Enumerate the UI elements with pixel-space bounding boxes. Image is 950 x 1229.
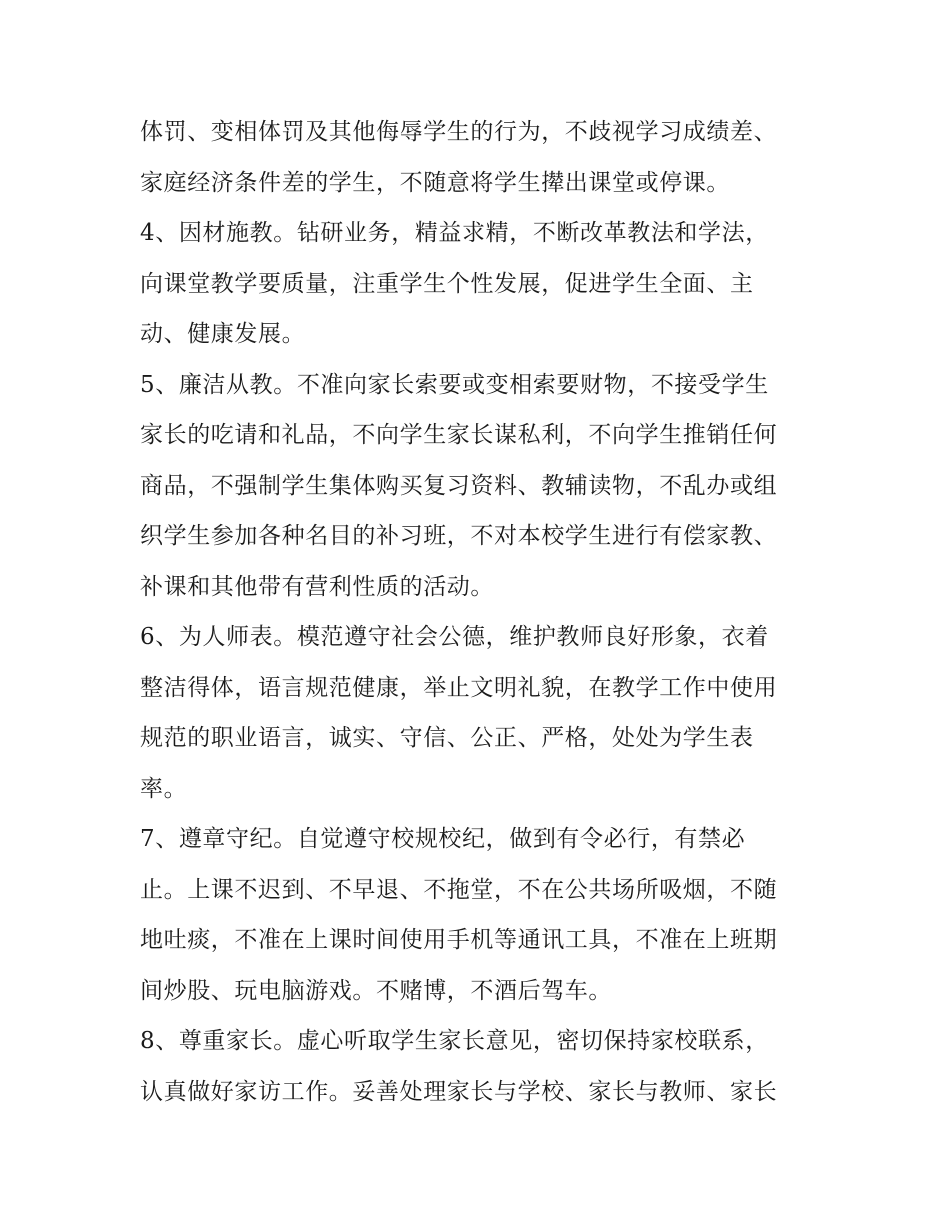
text-line: 8、尊重家长。虚心听取学生家长意见，密切保持家校联系， (140, 1028, 769, 1054)
text-line: 体罚、变相体罚及其他侮辱学生的行为，不歧视学习成绩差、 (140, 119, 778, 145)
text-line: 5、廉洁从教。不准向家长索要或变相索要财物，不接受学生 (140, 371, 769, 398)
text-line: 4、因材施教。钻研业务，精益求精，不断改革教法和学法， (140, 220, 769, 246)
text-line: 补课和其他带有营利性质的活动。 (140, 573, 494, 600)
text-line: 止。上课不迟到、不早退、不拖堂，不在公共场所吸烟，不随 (140, 876, 778, 903)
text-line: 规范的职业语言，诚实、守信、公正、严格，处处为学生表 (140, 725, 754, 751)
text-line: 率。 (140, 775, 188, 802)
text-line: 整洁得体，语言规范健康，举止文明礼貌，在教学工作中使用 (140, 674, 778, 701)
text-line: 家庭经济条件差的学生，不随意将学生撵出课堂或停课。 (140, 169, 730, 196)
text-line: 7、遵章守纪。自觉遵守校规校纪，做到有令必行，有禁必 (140, 826, 746, 852)
text-line: 动、健康发展。 (140, 321, 306, 347)
document-body (140, 107, 830, 1117)
text-line: 间炒股、玩电脑游戏。不赌博，不酒后驾车。 (140, 977, 612, 1004)
text-line: 认真做好家访工作。妥善处理家长与学校、家长与教师、家长 (140, 1078, 778, 1105)
text-line: 家长的吃请和礼品，不向学生家长谋私利，不向学生推销任何 (140, 422, 778, 448)
text-line: 6、为人师表。模范遵守社会公德，维护教师良好形象，衣着 (140, 624, 769, 650)
text-line: 地吐痰，不准在上课时间使用手机等通讯工具，不准在上班期 (140, 927, 778, 953)
text-line: 织学生参加各种名目的补习班，不对本校学生进行有偿家教、 (140, 523, 778, 549)
text-line: 向课堂教学要质量，注重学生个性发展，促进学生全面、主 (140, 270, 754, 297)
text-line: 商品，不强制学生集体购买复习资料、教辅读物，不乱办或组 (140, 472, 778, 499)
